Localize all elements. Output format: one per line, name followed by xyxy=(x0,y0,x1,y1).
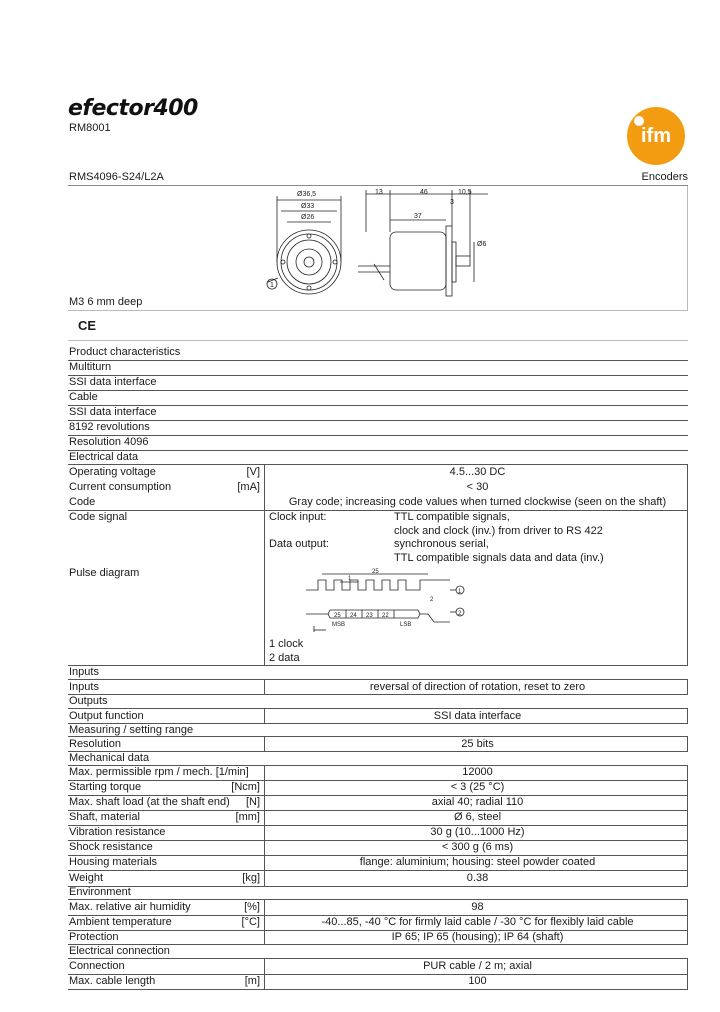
spec-value-connection: PUR cable / 2 m; axial xyxy=(423,960,532,972)
data-output-line-1: synchronous serial, xyxy=(394,538,489,550)
spec-label-current-consumption: Current consumption xyxy=(69,481,172,493)
section-inputs: Inputs xyxy=(69,666,99,678)
characteristic-item: Multiturn xyxy=(69,361,112,373)
spec-label-inputs: Inputs xyxy=(69,681,99,693)
pulse-msb: MSB xyxy=(332,622,346,628)
article-number: RMS4096-S24/L2A xyxy=(69,171,164,183)
spec-label-weight: Weight xyxy=(69,872,104,884)
section-mechanical-data: Mechanical data xyxy=(69,752,150,764)
category-label: Encoders xyxy=(641,171,688,183)
spec-label-shaft-material: Shaft, material xyxy=(69,811,140,823)
data-output-label: Data output: xyxy=(269,538,329,550)
spec-label-shaft-load: Max. shaft load (at the shaft end) xyxy=(69,796,230,808)
spec-label-code: Code xyxy=(69,496,96,508)
spec-value-shock: < 300 g (6 ms) xyxy=(441,841,514,853)
dim-callout: 1 xyxy=(270,282,274,289)
spec-value-weight: 0.38 xyxy=(466,872,489,884)
spec-value-housing: flange: aluminium; housing: steel powder coated xyxy=(359,856,596,868)
data-output-line-2: TTL compatible signals data and data (inv.) xyxy=(394,552,604,564)
efector-logo: efector400 xyxy=(68,96,198,121)
spec-unit: [%] xyxy=(244,901,260,913)
spec-unit: [m] xyxy=(244,975,260,987)
ifm-logo-text: ifm xyxy=(641,125,671,147)
spec-value-ambient-temperature: -40...85, -40 °C for firmly laid cable / -30 °C for flexibly laid cable xyxy=(321,916,634,928)
dim-d3: Ø26 xyxy=(301,214,315,221)
spec-unit: [Ncm] xyxy=(231,781,260,793)
spec-label-shock: Shock resistance xyxy=(69,841,153,853)
clock-input-label: Clock input: xyxy=(269,511,327,523)
spec-unit: [mA] xyxy=(237,481,260,493)
spec-label-starting-torque: Starting torque xyxy=(69,781,142,793)
spec-label-vibration: Vibration resistance xyxy=(69,826,166,838)
spec-value-max-cable-length: 100 xyxy=(468,975,487,987)
spec-unit: [V] xyxy=(246,466,260,478)
spec-unit: [mm] xyxy=(235,811,260,823)
pulse-lsb: LSB xyxy=(400,622,412,628)
spec-value-max-rpm: 12000 xyxy=(462,766,493,778)
clock-input-line-2: clock and clock (inv.) from driver to RS 422 xyxy=(394,525,603,537)
model-number: RM8001 xyxy=(69,122,111,134)
pulse-callout-2: 2 xyxy=(458,611,462,617)
spec-label-operating-voltage: Operating voltage xyxy=(69,466,156,478)
characteristic-item: SSI data interface xyxy=(69,376,157,388)
section-product-characteristics: Product characteristics xyxy=(69,346,181,358)
spec-label-code-signal: Code signal xyxy=(69,511,128,523)
dim-d2: Ø33 xyxy=(301,203,315,210)
pulse-bit-23: 23 xyxy=(366,613,373,619)
spec-unit: [°C] xyxy=(241,916,260,928)
dim-d: 37 xyxy=(414,213,422,220)
spec-label-housing: Housing materials xyxy=(69,856,158,868)
characteristic-item: 8192 revolutions xyxy=(69,421,150,433)
section-environment: Environment xyxy=(69,886,131,898)
characteristic-item: Resolution 4096 xyxy=(69,436,149,448)
spec-value-starting-torque: < 3 (25 °C) xyxy=(450,781,505,793)
pulse-dim-1: 1 xyxy=(348,576,352,582)
spec-value-output-function: SSI data interface xyxy=(433,710,522,722)
clock-input-line-1: TTL compatible signals, xyxy=(394,511,510,523)
dim-f: Ø6 xyxy=(477,241,487,248)
spec-value-humidity: 98 xyxy=(471,901,484,913)
spec-unit: [N] xyxy=(245,796,260,808)
spec-value-resolution: 25 bits xyxy=(461,738,494,750)
pulse-bit-22: 22 xyxy=(382,613,389,619)
spec-label-output-function: Output function xyxy=(69,710,144,722)
pulse-diagram xyxy=(300,568,470,634)
pulse-callout-1: 1 xyxy=(458,589,462,595)
spec-value-protection: IP 65; IP 65 (housing); IP 64 (shaft) xyxy=(391,931,564,943)
section-electrical-connection: Electrical connection xyxy=(69,945,170,957)
spec-unit: [kg] xyxy=(242,872,260,884)
ce-mark: CE xyxy=(78,318,97,333)
dim-b: 46 xyxy=(420,189,428,196)
spec-label-resolution: Resolution xyxy=(69,738,121,750)
spec-value-inputs: reversal of direction of rotation, reset to zero xyxy=(369,681,586,693)
pulse-dim-25: 25 xyxy=(372,569,379,575)
section-electrical-data: Electrical data xyxy=(69,451,139,463)
logo-dot-icon xyxy=(633,115,645,127)
dim-a: 13 xyxy=(375,189,383,196)
ifm-logo xyxy=(627,107,685,165)
dim-c: 10,5 xyxy=(458,189,472,196)
dim-e: 3 xyxy=(450,199,454,206)
pulse-dim-2: 2 xyxy=(430,597,434,603)
spec-label-protection: Protection xyxy=(69,931,119,943)
spec-value-shaft-load: axial 40; radial 110 xyxy=(431,796,524,808)
characteristic-item: Cable xyxy=(69,391,98,403)
pulse-bit-24: 24 xyxy=(350,613,357,619)
dimension-drawing-box xyxy=(68,186,688,311)
spec-value-code: Gray code; increasing code values when turned clockwise (seen on the shaft) xyxy=(288,496,667,508)
pulse-legend-data: 2 data xyxy=(269,652,300,664)
section-measuring-range: Measuring / setting range xyxy=(69,724,194,736)
spec-value-current-consumption: < 30 xyxy=(466,481,489,493)
section-outputs: Outputs xyxy=(69,695,108,707)
pulse-legend-clock: 1 clock xyxy=(269,638,304,650)
spec-value-operating-voltage: 4.5...30 DC xyxy=(449,466,506,478)
spec-label-humidity: Max. relative air humidity xyxy=(69,901,191,913)
spec-value-shaft-material: Ø 6, steel xyxy=(453,811,502,823)
spec-label-max-cable-length: Max. cable length xyxy=(69,975,156,987)
spec-value-vibration: 30 g (10...1000 Hz) xyxy=(430,826,525,838)
dimension-drawing xyxy=(68,186,687,310)
spec-label-ambient-temperature: Ambient temperature xyxy=(69,916,172,928)
characteristic-item: SSI data interface xyxy=(69,406,157,418)
pulse-bit-25: 25 xyxy=(334,613,341,619)
spec-label-connection: Connection xyxy=(69,960,125,972)
mounting-note: M3 6 mm deep xyxy=(69,296,143,308)
spec-label-pulse-diagram: Pulse diagram xyxy=(69,567,140,579)
spec-label-max-rpm: Max. permissible rpm / mech. [1/min] xyxy=(69,766,249,778)
dim-d1: Ø36,5 xyxy=(297,191,317,198)
